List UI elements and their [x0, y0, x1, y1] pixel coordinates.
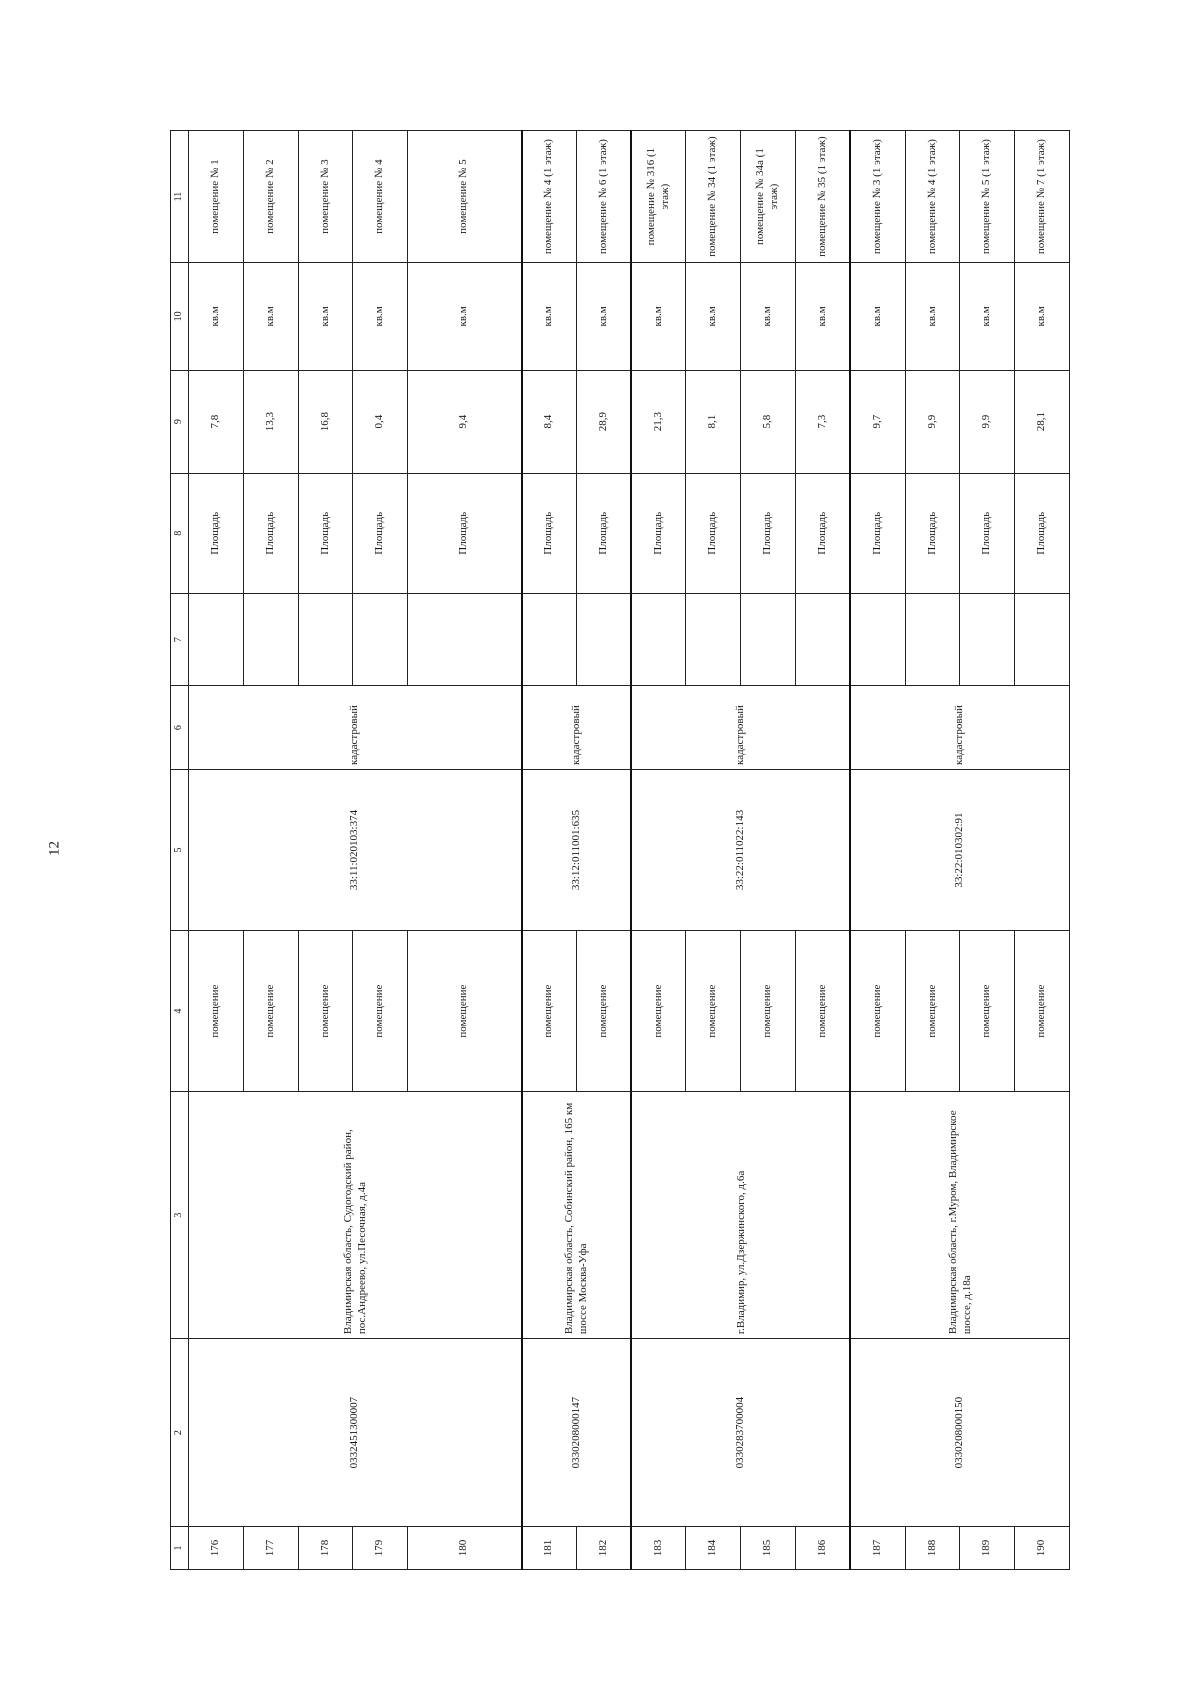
empty-cell: [298, 593, 353, 685]
param-name: Площадь: [905, 473, 960, 593]
col-number-3: 3: [171, 1092, 189, 1339]
premise-name: помещение № 316 (1 этаж): [631, 131, 686, 263]
param-name: Площадь: [686, 473, 741, 593]
param-name: Площадь: [960, 473, 1015, 593]
object-type: помещение: [576, 931, 631, 1092]
param-value: 28,1: [1015, 370, 1070, 473]
row-number: 185: [741, 1527, 796, 1570]
cadastral-number: 33:11:020103:374: [189, 769, 522, 930]
row-number: 182: [576, 1527, 631, 1570]
param-name: Площадь: [576, 473, 631, 593]
col-number-1: 1: [171, 1527, 189, 1570]
object-type: помещение: [631, 931, 686, 1092]
object-type: помещение: [850, 931, 905, 1092]
object-type: помещение: [189, 931, 244, 1092]
param-value: 9,4: [408, 370, 522, 473]
row-number: 188: [905, 1527, 960, 1570]
row-number: 181: [522, 1527, 577, 1570]
object-address: Владимирская область, Собинский район, 165 км шоссе Москва-Уфа: [522, 1092, 632, 1339]
param-value: 9,9: [960, 370, 1015, 473]
row-number: 189: [960, 1527, 1015, 1570]
premise-name: помещение № 7 (1 этаж): [1015, 131, 1070, 263]
param-value: 13,3: [243, 370, 298, 473]
param-name: Площадь: [796, 473, 851, 593]
object-address: г.Владимир, ул.Дзержинского, д.6а: [631, 1092, 850, 1339]
premise-name: помещение № 3: [298, 131, 353, 263]
premise-name: помещение № 2: [243, 131, 298, 263]
number-kind: кадастровый: [189, 686, 522, 770]
property-table: [170, 130, 1070, 1570]
col-number-5: 5: [171, 769, 189, 930]
object-address: Владимирская область, г.Муром, Владимирское шоссе, д.18а: [850, 1092, 1069, 1339]
row-number: 177: [243, 1527, 298, 1570]
param-unit: кв.м: [960, 263, 1015, 370]
object-type: помещение: [686, 931, 741, 1092]
row-number: 190: [1015, 1527, 1070, 1570]
rotated-table-wrapper: [170, 130, 1070, 1570]
param-name: Площадь: [522, 473, 577, 593]
param-value: 16,8: [298, 370, 353, 473]
empty-cell: [408, 593, 522, 685]
empty-cell: [189, 593, 244, 685]
param-value: 28,9: [576, 370, 631, 473]
number-kind: кадастровый: [522, 686, 632, 770]
param-name: Площадь: [408, 473, 522, 593]
premise-name: помещение № 1: [189, 131, 244, 263]
param-unit: кв.м: [741, 263, 796, 370]
object-type: помещение: [353, 931, 408, 1092]
param-value: 9,7: [850, 370, 905, 473]
param-value: 8,1: [686, 370, 741, 473]
col-number-7: 7: [171, 593, 189, 685]
row-number: 180: [408, 1527, 522, 1570]
param-unit: кв.м: [408, 263, 522, 370]
empty-cell: [243, 593, 298, 685]
col-number-8: 8: [171, 473, 189, 593]
row-number: 187: [850, 1527, 905, 1570]
param-name: Площадь: [631, 473, 686, 593]
page-number: 12: [46, 841, 63, 856]
row-number: 186: [796, 1527, 851, 1570]
col-number-2: 2: [171, 1339, 189, 1527]
cadastral-number: 33:22:010302:91: [850, 769, 1069, 930]
param-value: 8,4: [522, 370, 577, 473]
param-unit: кв.м: [189, 263, 244, 370]
number-kind: кадастровый: [850, 686, 1069, 770]
empty-cell: [796, 593, 851, 685]
row-number: 183: [631, 1527, 686, 1570]
row-number: 178: [298, 1527, 353, 1570]
row-number: 184: [686, 1527, 741, 1570]
premise-name: помещение № 5: [408, 131, 522, 263]
object-code: 0332451300007: [189, 1339, 522, 1527]
cadastral-number: 33:12:011001:635: [522, 769, 632, 930]
param-unit: кв.м: [576, 263, 631, 370]
param-name: Площадь: [353, 473, 408, 593]
object-type: помещение: [243, 931, 298, 1092]
param-name: Площадь: [189, 473, 244, 593]
premise-name: помещение № 6 (1 этаж): [576, 131, 631, 263]
empty-cell: [631, 593, 686, 685]
empty-cell: [1015, 593, 1070, 685]
param-unit: кв.м: [243, 263, 298, 370]
number-kind: кадастровый: [631, 686, 850, 770]
object-type: помещение: [522, 931, 577, 1092]
table-row: [189, 131, 244, 1570]
param-name: Площадь: [1015, 473, 1070, 593]
object-address: Владимирская область, Судогодский район, пос.Андреево, ул.Песочная, д.4а: [189, 1092, 522, 1339]
param-name: Площадь: [850, 473, 905, 593]
premise-name: помещение № 4 (1 этаж): [905, 131, 960, 263]
table-row: [631, 131, 686, 1570]
param-unit: кв.м: [796, 263, 851, 370]
row-number: 179: [353, 1527, 408, 1570]
object-type: помещение: [960, 931, 1015, 1092]
param-name: Площадь: [298, 473, 353, 593]
object-type: помещение: [796, 931, 851, 1092]
row-number: 176: [189, 1527, 244, 1570]
empty-cell: [905, 593, 960, 685]
param-value: 9,9: [905, 370, 960, 473]
premise-name: помещение № 34а (1 этаж): [741, 131, 796, 263]
param-value: 5,8: [741, 370, 796, 473]
empty-cell: [741, 593, 796, 685]
premise-name: помещение № 4 (1 этаж): [522, 131, 577, 263]
col-number-6: 6: [171, 686, 189, 770]
empty-cell: [522, 593, 577, 685]
param-unit: кв.м: [631, 263, 686, 370]
col-number-9: 9: [171, 370, 189, 473]
premise-name: помещение № 4: [353, 131, 408, 263]
column-number-row: [171, 131, 189, 1570]
object-type: помещение: [408, 931, 522, 1092]
empty-cell: [850, 593, 905, 685]
col-number-4: 4: [171, 931, 189, 1092]
object-type: помещение: [298, 931, 353, 1092]
empty-cell: [960, 593, 1015, 685]
param-unit: кв.м: [298, 263, 353, 370]
premise-name: помещение № 5 (1 этаж): [960, 131, 1015, 263]
empty-cell: [353, 593, 408, 685]
premise-name: помещение № 35 (1 этаж): [796, 131, 851, 263]
col-number-11: 11: [171, 131, 189, 263]
object-type: помещение: [905, 931, 960, 1092]
param-unit: кв.м: [522, 263, 577, 370]
param-value: 0,4: [353, 370, 408, 473]
object-code: 0330208000147: [522, 1339, 632, 1527]
param-unit: кв.м: [686, 263, 741, 370]
col-number-10: 10: [171, 263, 189, 370]
premise-name: помещение № 34 (1 этаж): [686, 131, 741, 263]
empty-cell: [686, 593, 741, 685]
param-unit: кв.м: [1015, 263, 1070, 370]
param-value: 7,8: [189, 370, 244, 473]
object-type: помещение: [1015, 931, 1070, 1092]
cadastral-number: 33:22:011022:143: [631, 769, 850, 930]
param-value: 7,3: [796, 370, 851, 473]
object-code: 0330283700004: [631, 1339, 850, 1527]
table-row: [522, 131, 577, 1570]
param-value: 21,3: [631, 370, 686, 473]
param-name: Площадь: [243, 473, 298, 593]
param-name: Площадь: [741, 473, 796, 593]
object-code: 0330208000150: [850, 1339, 1069, 1527]
table-row: [850, 131, 905, 1570]
param-unit: кв.м: [850, 263, 905, 370]
object-type: помещение: [741, 931, 796, 1092]
empty-cell: [576, 593, 631, 685]
premise-name: помещение № 3 (1 этаж): [850, 131, 905, 263]
param-unit: кв.м: [905, 263, 960, 370]
param-unit: кв.м: [353, 263, 408, 370]
